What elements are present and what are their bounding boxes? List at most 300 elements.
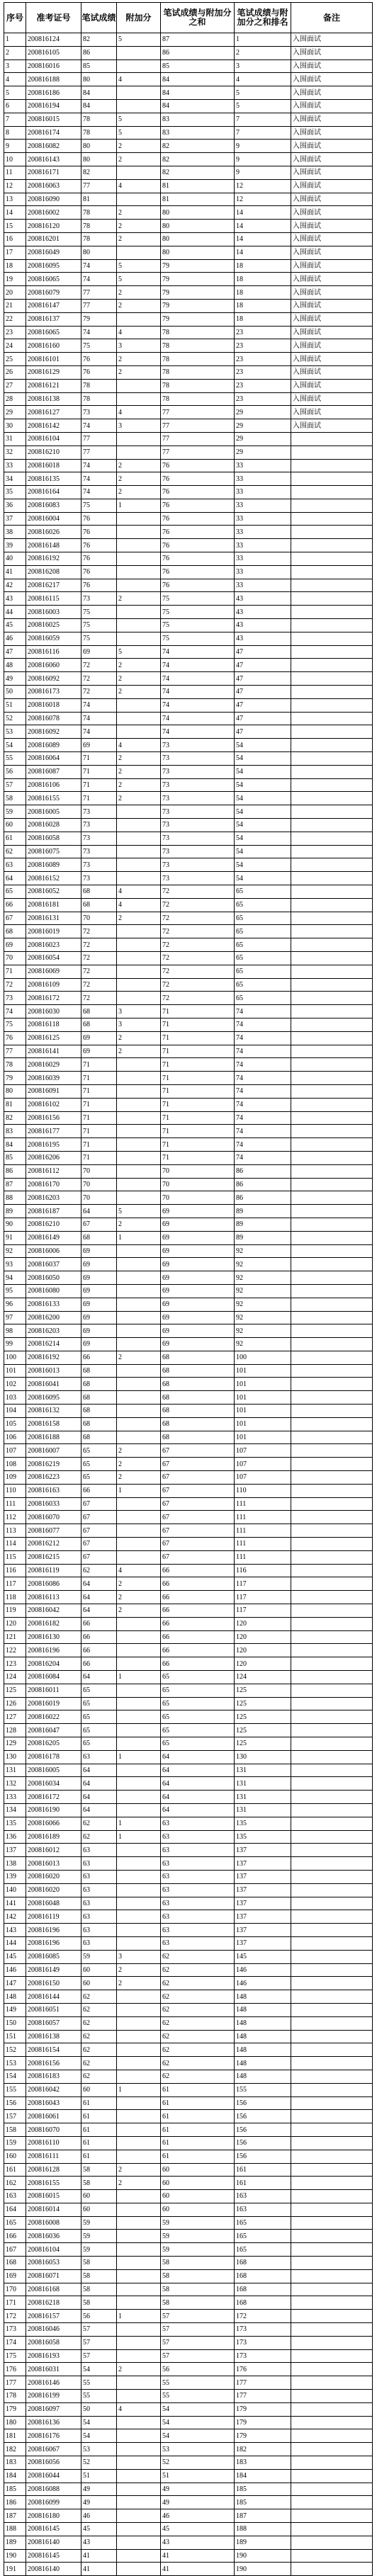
cell-remark xyxy=(291,1883,373,1897)
cell-written-score: 69 xyxy=(81,739,117,752)
cell-bonus xyxy=(117,1258,161,1271)
cell-written-score: 61 xyxy=(81,2150,117,2163)
cell-remark xyxy=(291,499,373,512)
cell-rank: 117 xyxy=(235,1591,291,1604)
table-row xyxy=(4,33,373,47)
table-row xyxy=(4,2083,373,2096)
cell-remark xyxy=(291,1724,373,1737)
cell-total: 72 xyxy=(161,898,235,912)
cell-written-score: 60 xyxy=(81,1963,117,1977)
cell-total: 80 xyxy=(161,206,235,220)
cell-total: 57 xyxy=(161,2310,235,2323)
table-row xyxy=(4,2496,373,2509)
cell-written-score: 76 xyxy=(81,353,117,366)
cell-rank: 131 xyxy=(235,1791,291,1804)
cell-exam-id: 200816082 xyxy=(26,140,81,153)
cell-rank: 47 xyxy=(235,672,291,686)
cell-total: 46 xyxy=(161,2509,235,2523)
cell-remark xyxy=(291,1351,373,1364)
cell-rank: 107 xyxy=(235,1458,291,1471)
cell-seq: 67 xyxy=(4,912,26,925)
cell-exam-id: 200816154 xyxy=(26,2043,81,2057)
cell-total: 52 xyxy=(161,2456,235,2470)
cell-exam-id: 200816005 xyxy=(26,805,81,819)
cell-total: 57 xyxy=(161,2336,235,2349)
cell-total: 65 xyxy=(161,1737,235,1751)
cell-remark xyxy=(291,1684,373,1697)
table-row xyxy=(4,206,373,220)
cell-bonus xyxy=(117,1657,161,1671)
cell-seq: 124 xyxy=(4,1671,26,1684)
cell-written-score: 70 xyxy=(81,1178,117,1191)
cell-bonus xyxy=(117,1164,161,1178)
cell-written-score: 80 xyxy=(81,246,117,259)
cell-rank: 101 xyxy=(235,1405,291,1418)
cell-total: 74 xyxy=(161,645,235,659)
cell-bonus: 2 xyxy=(117,1604,161,1618)
cell-exam-id: 200816052 xyxy=(26,885,81,899)
table-row xyxy=(4,2429,373,2443)
cell-remark xyxy=(291,2363,373,2376)
cell-written-score: 60 xyxy=(81,2190,117,2203)
cell-exam-id: 200816186 xyxy=(26,86,81,100)
cell-exam-id: 200816057 xyxy=(26,2016,81,2030)
cell-seq: 140 xyxy=(4,1883,26,1897)
cell-remark xyxy=(291,1045,373,1058)
cell-remark xyxy=(291,2283,373,2296)
cell-bonus: 2 xyxy=(117,2177,161,2190)
cell-total: 76 xyxy=(161,499,235,512)
cell-exam-id: 200816104 xyxy=(26,432,81,446)
cell-total: 43 xyxy=(161,2536,235,2549)
cell-rank: 92 xyxy=(235,1244,291,1258)
cell-remark xyxy=(291,619,373,632)
cell-bonus xyxy=(117,1538,161,1551)
cell-total: 72 xyxy=(161,925,235,938)
table-row xyxy=(4,1258,373,1271)
cell-written-score: 77 xyxy=(81,432,117,446)
cell-seq: 26 xyxy=(4,365,26,379)
table-row xyxy=(4,2203,373,2216)
cell-total: 61 xyxy=(161,2096,235,2110)
cell-seq: 24 xyxy=(4,339,26,353)
cell-bonus xyxy=(117,2043,161,2057)
cell-seq: 166 xyxy=(4,2230,26,2243)
table-row xyxy=(4,2110,373,2123)
cell-written-score: 78 xyxy=(81,126,117,140)
cell-seq: 109 xyxy=(4,1471,26,1485)
cell-exam-id: 200816212 xyxy=(26,1538,81,1551)
cell-seq: 81 xyxy=(4,1098,26,1111)
cell-exam-id: 200816142 xyxy=(26,419,81,433)
cell-seq: 54 xyxy=(4,739,26,752)
cell-written-score: 63 xyxy=(81,1936,117,1950)
cell-seq: 138 xyxy=(4,1857,26,1871)
cell-total: 59 xyxy=(161,2230,235,2243)
cell-seq: 87 xyxy=(4,1178,26,1191)
cell-remark xyxy=(291,1338,373,1351)
cell-seq: 44 xyxy=(4,606,26,619)
table-row xyxy=(4,99,373,113)
cell-bonus xyxy=(117,2283,161,2296)
cell-exam-id: 200816037 xyxy=(26,1258,81,1271)
cell-bonus: 2 xyxy=(117,153,161,166)
cell-exam-id: 200816178 xyxy=(26,1750,81,1764)
cell-remark xyxy=(291,2003,373,2016)
table-row xyxy=(4,2483,373,2496)
cell-total: 78 xyxy=(161,353,235,366)
cell-seq: 191 xyxy=(4,2563,26,2576)
cell-written-score: 45 xyxy=(81,2523,117,2536)
cell-bonus xyxy=(117,805,161,819)
cell-remark xyxy=(291,872,373,885)
cell-seq: 25 xyxy=(4,353,26,366)
cell-exam-id: 200816104 xyxy=(26,2243,81,2257)
cell-seq: 29 xyxy=(4,406,26,419)
cell-exam-id: 200816223 xyxy=(26,1471,81,1485)
cell-total: 60 xyxy=(161,2177,235,2190)
cell-remark: 入围面试 xyxy=(291,206,373,220)
cell-remark: 入围面试 xyxy=(291,126,373,140)
cell-remark xyxy=(291,1364,373,1378)
cell-remark xyxy=(291,752,373,766)
cell-rank: 156 xyxy=(235,2096,291,2110)
cell-written-score: 75 xyxy=(81,632,117,645)
cell-remark xyxy=(291,2163,373,2177)
cell-exam-id: 200816143 xyxy=(26,153,81,166)
cell-seq: 169 xyxy=(4,2269,26,2283)
cell-bonus xyxy=(117,1803,161,1817)
cell-rank: 74 xyxy=(235,1072,291,1085)
cell-seq: 129 xyxy=(4,1737,26,1751)
cell-exam-id: 200816172 xyxy=(26,1791,81,1804)
cell-seq: 13 xyxy=(4,193,26,206)
cell-bonus xyxy=(117,2376,161,2390)
cell-rank: 110 xyxy=(235,1484,291,1497)
cell-seq: 170 xyxy=(4,2283,26,2296)
cell-seq: 141 xyxy=(4,1897,26,1910)
cell-written-score: 77 xyxy=(81,286,117,300)
cell-rank: 54 xyxy=(235,819,291,832)
table-row xyxy=(4,552,373,566)
cell-exam-id: 200816137 xyxy=(26,312,81,326)
cell-bonus xyxy=(117,526,161,539)
cell-exam-id: 200816168 xyxy=(26,2283,81,2296)
cell-written-score: 78 xyxy=(81,232,117,246)
table-row xyxy=(4,2030,373,2043)
cell-rank: 14 xyxy=(235,232,291,246)
cell-exam-id: 200816006 xyxy=(26,1244,81,1258)
cell-written-score: 56 xyxy=(81,2310,117,2323)
cell-seq: 53 xyxy=(4,725,26,739)
cell-total: 41 xyxy=(161,2563,235,2576)
cell-total: 72 xyxy=(161,951,235,965)
cell-seq: 130 xyxy=(4,1750,26,1764)
cell-rank: 168 xyxy=(235,2283,291,2296)
cell-exam-id: 200816030 xyxy=(26,1005,81,1019)
cell-exam-id: 200816079 xyxy=(26,286,81,300)
cell-remark: 入围面试 xyxy=(291,273,373,286)
cell-seq: 120 xyxy=(4,1617,26,1630)
cell-bonus: 2 xyxy=(117,659,161,672)
cell-remark xyxy=(291,739,373,752)
cell-seq: 58 xyxy=(4,792,26,805)
cell-bonus xyxy=(117,1511,161,1524)
table-row xyxy=(4,1764,373,1777)
cell-rank: 54 xyxy=(235,858,291,872)
cell-written-score: 63 xyxy=(81,1883,117,1897)
cell-bonus xyxy=(117,2549,161,2563)
cell-seq: 186 xyxy=(4,2496,26,2509)
cell-rank: 86 xyxy=(235,1178,291,1191)
cell-written-score: 54 xyxy=(81,2363,117,2376)
cell-bonus: 2 xyxy=(117,912,161,925)
cell-total: 77 xyxy=(161,419,235,433)
cell-rank: 120 xyxy=(235,1617,291,1630)
table-row xyxy=(4,645,373,659)
cell-exam-id: 200816015 xyxy=(26,2190,81,2203)
cell-written-score: 60 xyxy=(81,2083,117,2096)
cell-bonus: 3 xyxy=(117,1950,161,1963)
cell-seq: 49 xyxy=(4,672,26,686)
cell-total: 66 xyxy=(161,1644,235,1657)
cell-exam-id: 200816058 xyxy=(26,2336,81,2349)
cell-rank: 131 xyxy=(235,1803,291,1817)
cell-written-score: 53 xyxy=(81,2443,117,2456)
cell-seq: 9 xyxy=(4,140,26,153)
cell-rank: 5 xyxy=(235,99,291,113)
cell-seq: 57 xyxy=(4,778,26,792)
cell-seq: 98 xyxy=(4,1324,26,1338)
cell-seq: 123 xyxy=(4,1657,26,1671)
cell-exam-id: 200816219 xyxy=(26,1458,81,1471)
cell-rank: 89 xyxy=(235,1218,291,1231)
cell-total: 74 xyxy=(161,712,235,725)
cell-exam-id: 200816210 xyxy=(26,446,81,459)
cell-written-score: 64 xyxy=(81,1777,117,1791)
cell-total: 69 xyxy=(161,1324,235,1338)
cell-total: 79 xyxy=(161,286,235,300)
cell-seq: 78 xyxy=(4,1058,26,1072)
cell-bonus xyxy=(117,1777,161,1791)
cell-written-score: 68 xyxy=(81,1364,117,1378)
cell-seq: 153 xyxy=(4,2057,26,2070)
cell-rank: 92 xyxy=(235,1311,291,1324)
table-row xyxy=(4,1710,373,1724)
cell-seq: 139 xyxy=(4,1870,26,1883)
cell-seq: 171 xyxy=(4,2296,26,2310)
cell-bonus xyxy=(117,2496,161,2509)
cell-bonus xyxy=(117,2323,161,2337)
cell-total: 64 xyxy=(161,1777,235,1791)
cell-rank: 12 xyxy=(235,179,291,193)
table-row xyxy=(4,2123,373,2137)
table-row xyxy=(4,1684,373,1697)
table-row xyxy=(4,1538,373,1551)
cell-remark xyxy=(291,1963,373,1977)
cell-remark xyxy=(291,1018,373,1031)
table-row xyxy=(4,1791,373,1804)
table-row xyxy=(4,153,373,166)
table-row xyxy=(4,365,373,379)
cell-exam-id: 200816192 xyxy=(26,552,81,566)
cell-bonus: 3 xyxy=(117,419,161,433)
table-row xyxy=(4,1271,373,1285)
cell-exam-id: 200816192 xyxy=(26,1351,81,1364)
cell-remark: 入围面试 xyxy=(291,86,373,100)
cell-remark xyxy=(291,432,373,446)
cell-exam-id: 200816077 xyxy=(26,1524,81,1538)
cell-total: 66 xyxy=(161,1564,235,1577)
cell-remark: 入围面试 xyxy=(291,232,373,246)
cell-bonus: 4 xyxy=(117,885,161,899)
cell-total: 65 xyxy=(161,1697,235,1710)
cell-bonus: 2 xyxy=(117,1045,161,1058)
cell-written-score: 74 xyxy=(81,459,117,472)
cell-bonus: 2 xyxy=(117,232,161,246)
cell-seq: 95 xyxy=(4,1284,26,1298)
cell-rank: 163 xyxy=(235,2190,291,2203)
cell-remark xyxy=(291,1218,373,1231)
cell-seq: 183 xyxy=(4,2456,26,2470)
cell-bonus xyxy=(117,1084,161,1098)
table-row xyxy=(4,912,373,925)
cell-exam-id: 200816019 xyxy=(26,1697,81,1710)
cell-seq: 10 xyxy=(4,153,26,166)
table-row xyxy=(4,1405,373,1418)
table-row xyxy=(4,1072,373,1085)
cell-remark xyxy=(291,2243,373,2257)
cell-seq: 159 xyxy=(4,2136,26,2150)
cell-rank: 86 xyxy=(235,1164,291,1178)
cell-written-score: 75 xyxy=(81,619,117,632)
cell-total: 60 xyxy=(161,2203,235,2216)
table-row xyxy=(4,1497,373,1511)
cell-bonus xyxy=(117,312,161,326)
cell-rank: 12 xyxy=(235,193,291,206)
cell-remark xyxy=(291,1111,373,1125)
cell-written-score: 65 xyxy=(81,1471,117,1485)
cell-bonus: 2 xyxy=(117,1031,161,1045)
cell-exam-id: 200816020 xyxy=(26,1883,81,1897)
cell-exam-id: 200816145 xyxy=(26,2523,81,2536)
table-row xyxy=(4,1098,373,1111)
table-row xyxy=(4,1005,373,1019)
cell-rank: 111 xyxy=(235,1497,291,1511)
cell-remark xyxy=(291,2190,373,2203)
cell-seq: 33 xyxy=(4,459,26,472)
cell-total: 79 xyxy=(161,273,235,286)
cell-written-score: 76 xyxy=(81,539,117,552)
cell-bonus: 1 xyxy=(117,1671,161,1684)
cell-bonus: 2 xyxy=(117,1471,161,1485)
cell-total: 71 xyxy=(161,1125,235,1138)
cell-seq: 101 xyxy=(4,1364,26,1378)
cell-total: 84 xyxy=(161,99,235,113)
cell-seq: 74 xyxy=(4,1005,26,1019)
table-row xyxy=(4,1511,373,1524)
table-row xyxy=(4,925,373,938)
table-row xyxy=(4,166,373,179)
table-row xyxy=(4,73,373,86)
cell-written-score: 65 xyxy=(81,1710,117,1724)
cell-written-score: 55 xyxy=(81,2390,117,2403)
cell-seq: 175 xyxy=(4,2349,26,2363)
cell-total: 73 xyxy=(161,872,235,885)
table-row xyxy=(4,1391,373,1405)
cell-written-score: 67 xyxy=(81,1524,117,1538)
cell-remark xyxy=(291,1777,373,1791)
cell-seq: 51 xyxy=(4,698,26,712)
cell-seq: 152 xyxy=(4,2043,26,2057)
table-row xyxy=(4,286,373,300)
cell-seq: 187 xyxy=(4,2509,26,2523)
cell-rank: 173 xyxy=(235,2323,291,2337)
table-row xyxy=(4,2402,373,2416)
cell-total: 51 xyxy=(161,2469,235,2483)
cell-total: 65 xyxy=(161,1684,235,1697)
cell-written-score: 55 xyxy=(81,2376,117,2390)
cell-total: 76 xyxy=(161,472,235,486)
cell-exam-id: 200816152 xyxy=(26,872,81,885)
cell-bonus xyxy=(117,1311,161,1324)
cell-rank: 23 xyxy=(235,365,291,379)
cell-rank: 4 xyxy=(235,73,291,86)
cell-seq: 178 xyxy=(4,2390,26,2403)
table-row xyxy=(4,2177,373,2190)
cell-exam-id: 200816131 xyxy=(26,912,81,925)
cell-bonus xyxy=(117,2057,161,2070)
cell-remark xyxy=(291,1657,373,1671)
cell-written-score: 64 xyxy=(81,1764,117,1777)
cell-total: 65 xyxy=(161,1710,235,1724)
cell-remark xyxy=(291,2216,373,2230)
cell-total: 71 xyxy=(161,1018,235,1031)
cell-rank: 29 xyxy=(235,406,291,419)
cell-bonus xyxy=(117,1710,161,1724)
cell-total: 74 xyxy=(161,686,235,699)
cell-rank: 130 xyxy=(235,1750,291,1764)
cell-bonus xyxy=(117,1058,161,1072)
cell-total: 84 xyxy=(161,73,235,86)
table-row xyxy=(4,1111,373,1125)
cell-remark xyxy=(291,1058,373,1072)
cell-seq: 165 xyxy=(4,2216,26,2230)
cell-remark xyxy=(291,698,373,712)
cell-bonus xyxy=(117,1497,161,1511)
cell-bonus: 2 xyxy=(117,778,161,792)
cell-written-score: 69 xyxy=(81,1031,117,1045)
cell-total: 81 xyxy=(161,179,235,193)
cell-bonus xyxy=(117,1324,161,1338)
cell-written-score: 75 xyxy=(81,606,117,619)
cell-bonus: 4 xyxy=(117,739,161,752)
cell-bonus xyxy=(117,1644,161,1657)
table-row xyxy=(4,632,373,645)
cell-bonus xyxy=(117,1191,161,1205)
cell-bonus xyxy=(117,1138,161,1152)
cell-total: 83 xyxy=(161,126,235,140)
cell-written-score: 76 xyxy=(81,512,117,526)
cell-exam-id: 200816183 xyxy=(26,2070,81,2083)
cell-rank: 185 xyxy=(235,2496,291,2509)
score-table xyxy=(4,2,373,2576)
table-row xyxy=(4,872,373,885)
cell-seq: 59 xyxy=(4,805,26,819)
cell-written-score: 64 xyxy=(81,1577,117,1591)
cell-bonus xyxy=(117,2349,161,2363)
cell-written-score: 68 xyxy=(81,1378,117,1391)
